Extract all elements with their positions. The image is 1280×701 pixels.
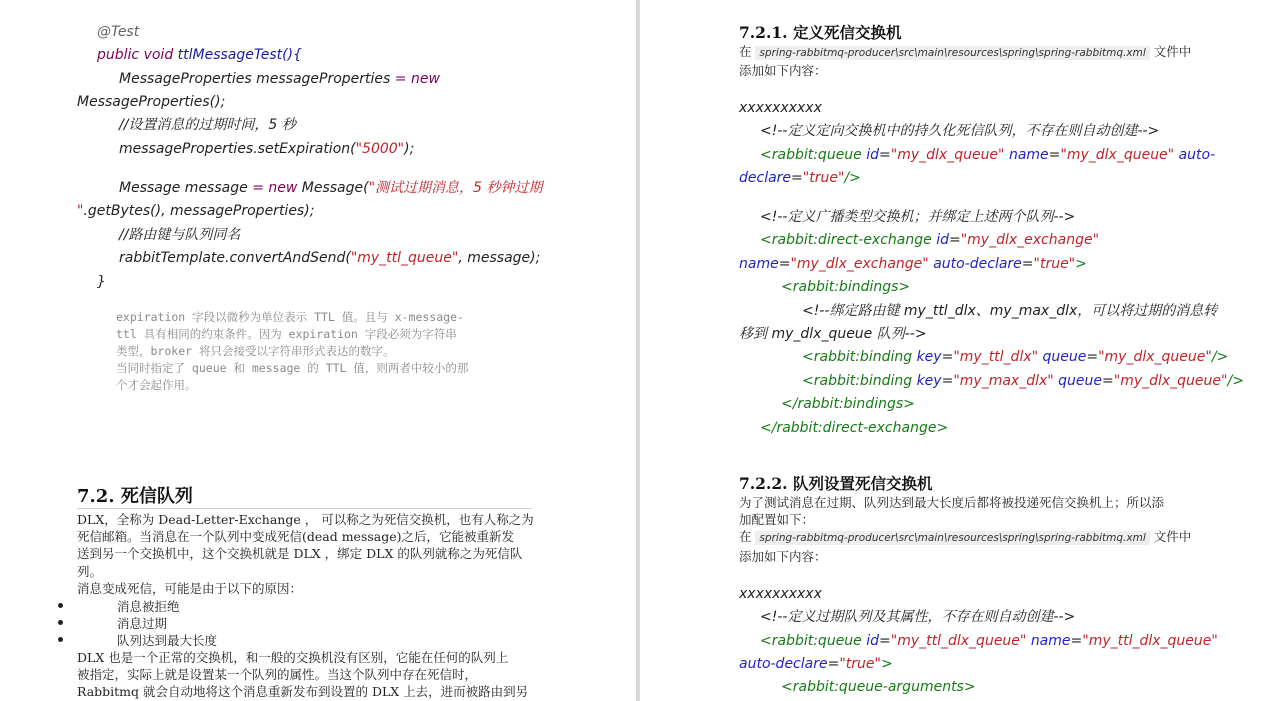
config-file-path: spring-rabbitmq-producer\src\main\resources\spring\spring-rabbitmq.xml	[755, 46, 1149, 60]
code-line-convert-send: rabbitTemplate.convertAndSend("my_ttl_queue", message);	[119, 250, 541, 266]
code-line-new-message: Message message = new Message("测试过期消息，5 秒钟过期	[119, 180, 543, 196]
code-comment-expiration: //设置消息的过期时间，5 秒	[119, 117, 296, 133]
xml-exchange-line1: <rabbit:direct-exchange id="my_dlx_exchange"	[760, 232, 1100, 248]
heading-define-dlx-exchange: 7.2.1. 定义死信交换机	[739, 23, 902, 42]
xml-comment-exchange: <!--定义广播类型交换机；并绑定上述两个队列-->	[760, 209, 1076, 225]
code-annotation-line: @Test	[97, 24, 140, 40]
queue-config-intro: 为了测试消息在过期、队列达到最大长度后都将被投递死信交换机上；所以添 加配置如下： 在 spring-rabbitmq-producer\src\main\resources\spring\spring-rabbitmq.xml 文件中 添加如下内容：	[739, 495, 1192, 564]
list-item: 消息过期	[117, 616, 168, 631]
xml-comment-ttl-queue: <!--定义过期队列及其属性，不存在则自动创建-->	[760, 609, 1076, 625]
xml-comment-bindings-line1: <!--绑定路由键 my_ttl_dlx、my_max_dlx，可以将过期的消息转	[802, 303, 1218, 319]
xml-exchange-close: </rabbit:direct-exchange>	[760, 420, 949, 436]
code-closing-brace: }	[97, 274, 106, 290]
list-item: 消息被拒绝	[117, 599, 180, 614]
code-placeholder: xxxxxxxxxx	[739, 586, 822, 602]
right-document-page	[640, 0, 1280, 701]
xml-queue-arguments-open: <rabbit:queue-arguments>	[781, 679, 976, 695]
dlx-intro-paragraph: DLX，全称为 Dead-Letter-Exchange ， 可以称之为死信交换机，也有人称之为 死信邮箱。当消息在一个队列中变成死信(dead message)之后，它能被重新发 送到另一个交换机中，这个交换机就是 DLX ，绑定 DLX 的队列就称之为死信队 列。 消息变成死信，可能是由于以下的原因：	[77, 512, 534, 596]
code-method-signature: public void ttlMessageTest(){	[97, 47, 302, 63]
xml-binding-ttl: <rabbit:binding key="my_ttl_dlx" queue="my_dlx_queue"/>	[802, 349, 1229, 365]
xml-bindings-close: </rabbit:bindings>	[781, 396, 915, 412]
bullet-icon	[58, 637, 63, 642]
xml-bindings-open: <rabbit:bindings>	[781, 279, 911, 295]
list-item: 队列达到最大长度	[117, 633, 218, 648]
ttl-note: expiration 字段以微秒为单位表示 TTL 值。且与 x-message- ttl 具有相同的约束条件。因为 expiration 字段必须为字符串 类型，broker 将只会接受以字符串形式表达的数字。 当同时指定了 queue 和 message 的 TTL 值，则两者中较小的那 个才会起作用。	[116, 310, 469, 392]
code-placeholder: xxxxxxxxxx	[739, 100, 822, 116]
xml-dlx-queue-line2: declare="true"/>	[739, 170, 861, 186]
xml-binding-max: <rabbit:binding key="my_max_dlx" queue="my_dlx_queue"/>	[802, 373, 1244, 389]
heading-divider	[77, 508, 532, 509]
code-comment-routing: //路由键与队列同名	[119, 227, 241, 243]
section-heading-dead-letter-queue: 7.2. 死信队列	[77, 486, 193, 507]
heading-queue-set-dlx: 7.2.2. 队列设置死信交换机	[739, 474, 933, 493]
xml-exchange-line2: name="my_dlx_exchange" auto-declare="true">	[739, 256, 1087, 272]
dlx-explanation-paragraph: DLX 也是一个正常的交换机，和一般的交换机没有区别，它能在任何的队列上 被指定，实际上就是设置某一个队列的属性。当这个队列中存在死信时， Rabbitmq 就会自动地将这个消息重新发布到设置的 DLX 上去，进而被路由到另	[77, 650, 529, 700]
bullet-icon	[58, 620, 63, 625]
xml-comment-dlx-queue: <!--定义定向交换机中的持久化死信队列，不存在则自动创建-->	[760, 123, 1160, 139]
code-line-4: MessageProperties();	[77, 94, 226, 110]
xml-ttl-queue-line2: auto-declare="true">	[739, 656, 893, 672]
left-document-page	[0, 0, 636, 701]
xml-dlx-queue-line1: <rabbit:queue id="my_dlx_queue" name="my_dlx_queue" auto-	[760, 147, 1216, 163]
code-line-3: MessageProperties messageProperties = new	[119, 71, 440, 87]
config-file-intro: 在 spring-rabbitmq-producer\src\main\resources\spring\spring-rabbitmq.xml 文件中 添加如下内容：	[739, 44, 1192, 79]
xml-ttl-queue-line1: <rabbit:queue id="my_ttl_dlx_queue" name="my_ttl_dlx_queue"	[760, 633, 1218, 649]
xml-comment-bindings-line2: 移到 my_dlx_queue 队列-->	[739, 326, 927, 342]
code-line-set-expiration: messageProperties.setExpiration("5000");	[119, 141, 415, 157]
config-file-path: spring-rabbitmq-producer\src\main\resources\spring\spring-rabbitmq.xml	[755, 531, 1149, 545]
code-line-getbytes: ".getBytes(), messageProperties);	[77, 203, 315, 219]
bullet-icon	[58, 603, 63, 608]
